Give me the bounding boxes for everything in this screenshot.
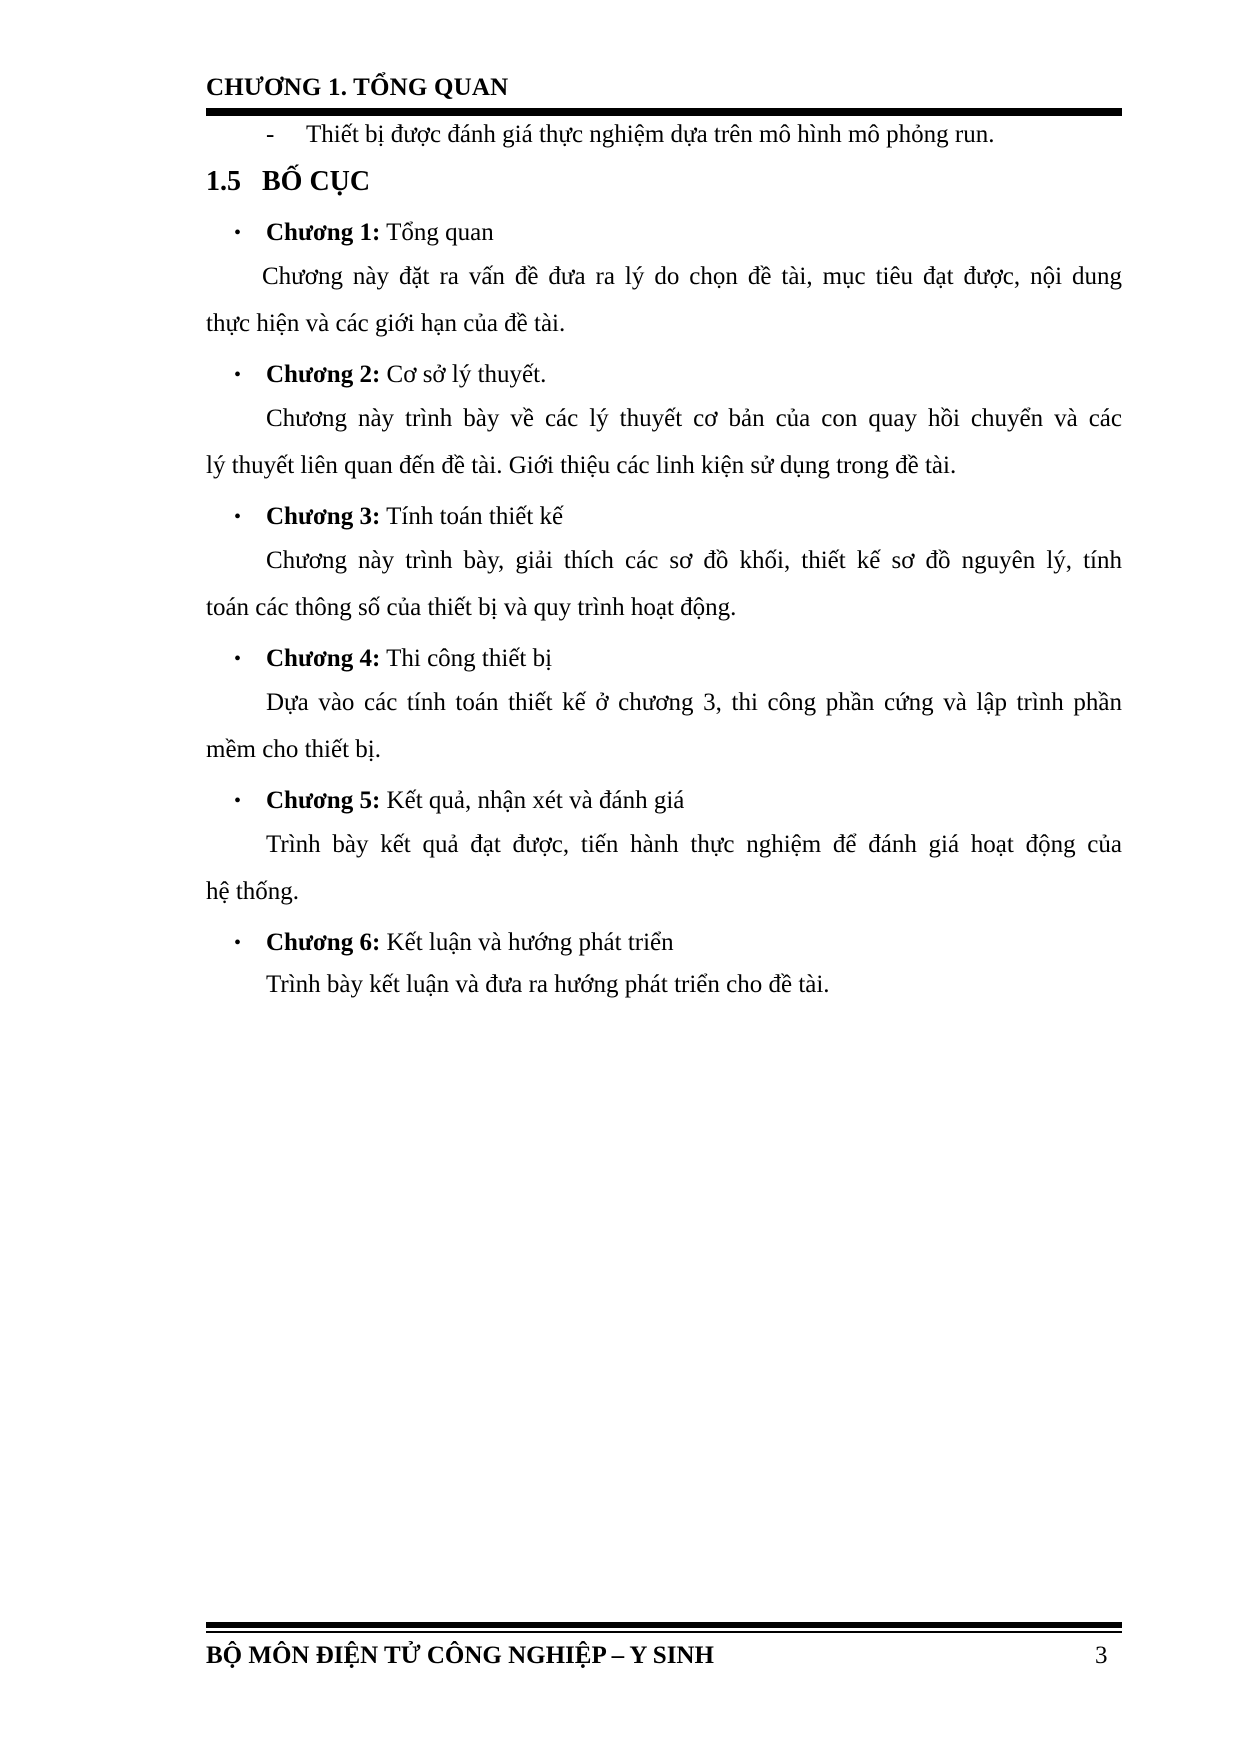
section-number: 1.5	[206, 166, 241, 197]
bullet-icon: •	[234, 364, 242, 386]
dash-marker: -	[266, 121, 275, 148]
description-line: toán các thông số của thiết bị và quy trình hoạt động.	[206, 594, 737, 621]
chapter-description	[206, 546, 1122, 640]
chapter-label: Chương 5:	[266, 787, 381, 814]
description-line: lý thuyết liên quan đến đề tài. Giới thiệu các linh kiện sử dụng trong đề tài.	[206, 452, 957, 479]
header-title: CHƯƠNG 1. TỔNG QUAN	[206, 74, 509, 101]
chapter-label: Chương 6:	[266, 929, 381, 956]
footer-title: BỘ MÔN ĐIỆN TỬ CÔNG NGHIỆP – Y SINH	[206, 1642, 714, 1669]
dash-item-text: Thiết bị được đánh giá thực nghiệm dựa trên mô hình mô phỏng run.	[306, 121, 995, 148]
chapter-title: Tổng quan	[386, 219, 494, 246]
chapter-label: Chương 4:	[266, 645, 381, 672]
footer-rule-thin	[206, 1631, 1122, 1633]
chapter-title: Kết luận và hướng phát triển	[386, 929, 674, 956]
chapter-description	[206, 970, 1122, 1017]
chapter-label: Chương 2:	[266, 361, 381, 388]
description-line: Chương này đặt ra vấn đề đưa ra lý do chọn đề tài, mục tiêu đạt được, nội dung	[262, 263, 1122, 290]
chapter-description	[206, 688, 1122, 782]
chapter-label: Chương 3:	[266, 503, 381, 530]
chapter-title: Cơ sở lý thuyết.	[386, 361, 547, 388]
description-line: thực hiện và các giới hạn của đề tài.	[206, 310, 566, 337]
description-line: Chương này trình bày, giải thích các sơ đồ khối, thiết kế sơ đồ nguyên lý, tính	[266, 547, 1122, 574]
bullet-icon: •	[234, 932, 242, 954]
bullet-icon: •	[234, 790, 242, 812]
footer-rule	[206, 1622, 1122, 1628]
description-line: Trình bày kết quả đạt được, tiến hành thực nghiệm để đánh giá hoạt động của	[266, 831, 1122, 858]
chapter-title: Tính toán thiết kế	[386, 503, 564, 530]
chapter-description	[206, 404, 1122, 498]
bullet-icon: •	[234, 648, 242, 670]
description-line: Trình bày kết luận và đưa ra hướng phát triển cho đề tài.	[266, 971, 830, 998]
description-line: Chương này trình bày về các lý thuyết cơ bản của con quay hồi chuyển và các	[266, 405, 1122, 432]
header-rule	[206, 108, 1122, 116]
description-line: mềm cho thiết bị.	[206, 736, 381, 763]
bullet-icon: •	[234, 222, 242, 244]
chapter-description	[206, 830, 1122, 924]
chapter-label: Chương 1:	[266, 219, 381, 246]
section-heading	[206, 166, 370, 198]
page-number: 3	[1095, 1642, 1108, 1669]
chapter-title: Kết quả, nhận xét và đánh giá	[386, 787, 685, 814]
chapter-description	[206, 262, 1122, 356]
bullet-icon: •	[234, 506, 242, 528]
description-line: hệ thống.	[206, 878, 300, 905]
section-title: BỐ CỤC	[262, 166, 371, 197]
chapter-title: Thi công thiết bị	[386, 645, 553, 672]
description-line: Dựa vào các tính toán thiết kế ở chương 3, thi công phần cứng và lập trình phần	[266, 689, 1122, 716]
